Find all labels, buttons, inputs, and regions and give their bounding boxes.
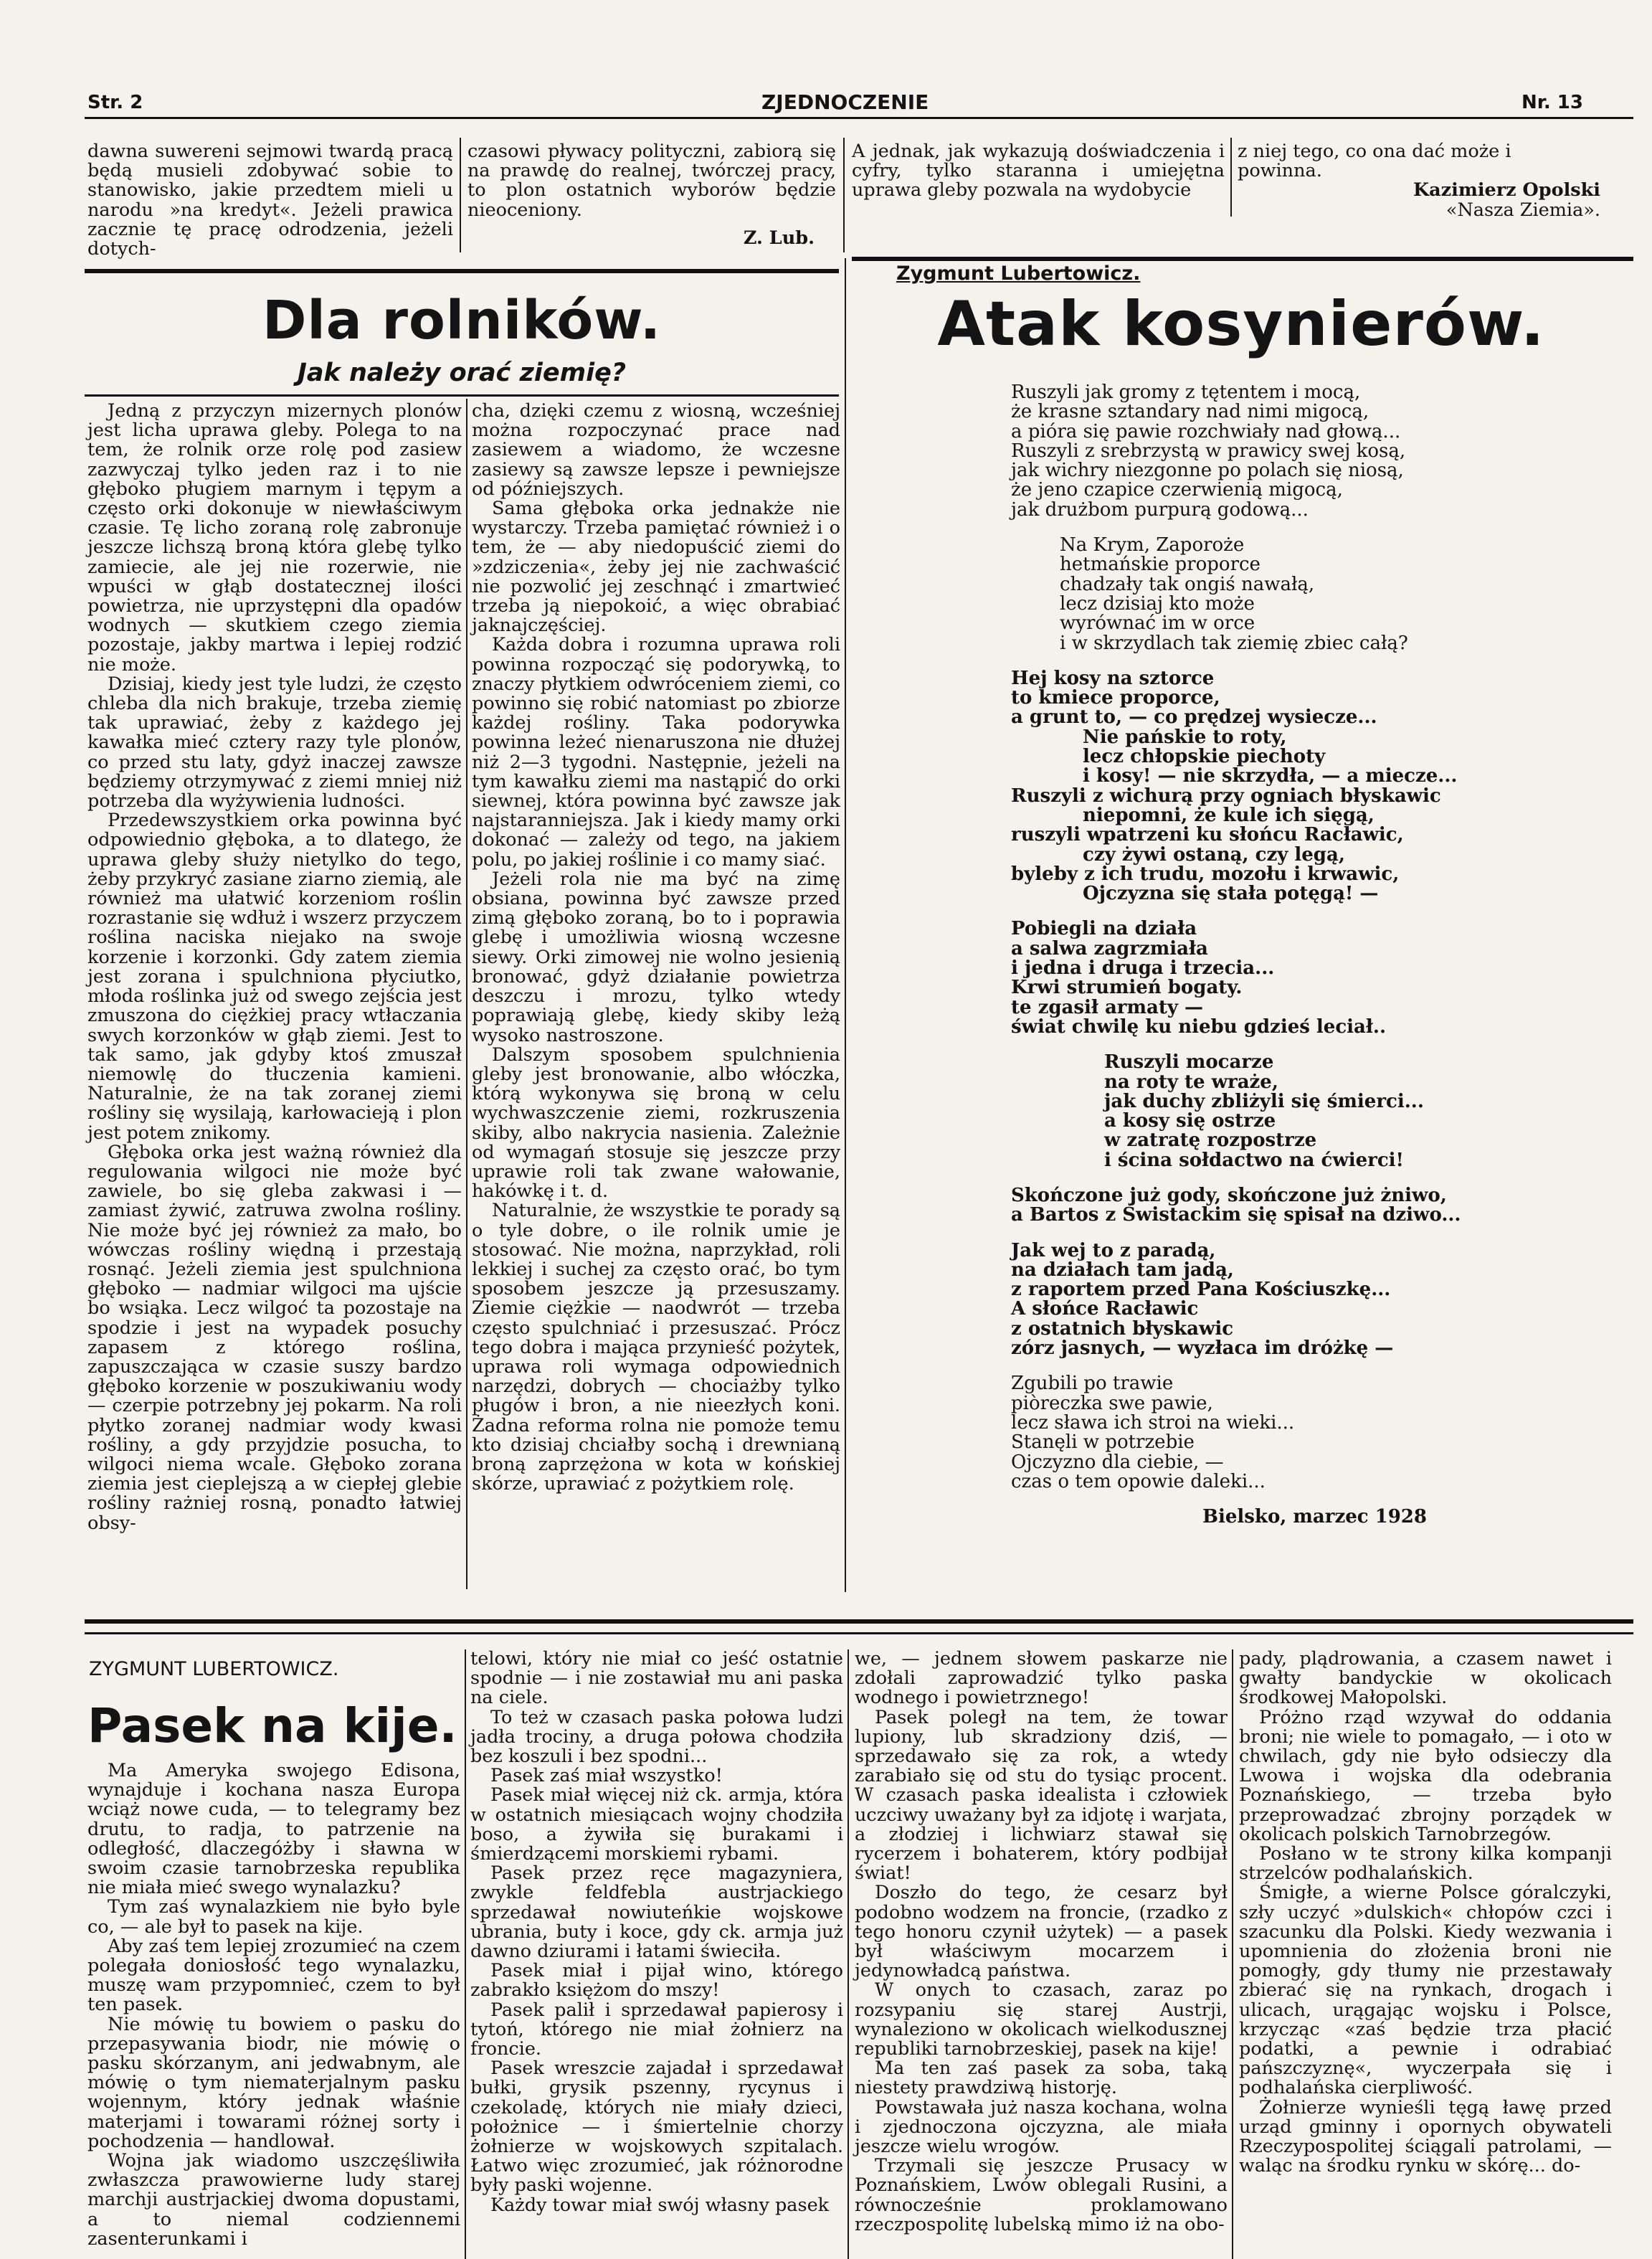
- poem-line: Ojczyzno dla ciebie, —: [1011, 1451, 1224, 1473]
- subtitle-rule: [85, 394, 839, 397]
- column-divider: [848, 1649, 849, 2259]
- paragraph: Ma Ameryka swojego Edisona, wynajduje i kochana nasza Europa wciąż nowe cuda, — to telegramy bez drutu, to radja, to patrzenie na odległość, dlaczegóżby i sławna w swoim czasie tarnobrzeska republika nie miała mieć swego wynalazku?: [87, 1760, 460, 1899]
- poem-line: Ojczyzna się stała potęgą! —: [1083, 883, 1379, 905]
- poem-line: Skończone już gody, skończone już żniwo,: [1011, 1184, 1447, 1206]
- poem-line: A słońce Racławic: [1011, 1298, 1199, 1320]
- paragraph: telowi, który nie miał co jeść ostatnie spodnie — i nie zostawiał mu ani paska na ciele.: [470, 1648, 843, 1709]
- poem-line: Krwi strumień bogaty.: [1011, 977, 1243, 999]
- paragraph: Przedewszystkiem orka powinna być odpowiednio głęboka, a to dlatego, że uprawa gleby służy nietylko do tego, żeby przykryć zasiane ziarno ziemią, ale również ma ułatwić korzeniom roślin rozrastanie się wdłuż i wszerz przyczem roślina naciska niejako na swoje korzenie i korzonki. Gdy zatem ziemia jest zorana i spulchniona płyciutko, młoda roślinka już od swego zejścia jest zmuszona do ciężkiej pracy wtłaczania swych korzonków w głąb ziemi. Jest to tak samo, jak gdyby ktoś zmuszał niemowlę do tłuczenia kamieni. Naturalnie, że na tak zoranej ziemi rośliny się wysilają, karłowacieją i plon jest potem znikomy.: [87, 810, 462, 1144]
- poem-line: lecz dzisiaj kto może: [1060, 592, 1255, 615]
- paragraph: Pasek miał i pijał wino, którego zabrakło księżom do mszy!: [470, 1960, 843, 2002]
- top-col4-signature: Kazimierz Opolski: [1413, 179, 1600, 202]
- top-col4-text: z niej tego, co ona dać może i powinna.: [1238, 141, 1511, 182]
- column-divider: [1230, 138, 1232, 217]
- poem-line: świat chwilę ku niebu gdzieś leciał..: [1011, 1015, 1387, 1038]
- poem-title: Atak kosynierów.: [937, 288, 1545, 360]
- article-title-rolnikow: Dla rolników.: [262, 290, 662, 351]
- top-col4-source: «Nasza Ziemia».: [1446, 199, 1600, 221]
- paragraph: Pasek wreszcie zajadał i sprzedawał bułki, grysik pszenny, rycynus i czekoladę, których nie miały dzieci, położnice — i śmiertelnie chorzy żołnierze w wojskowych szpitalach. Łatwo więc zrozumieć, jak różnorodne były paski wojenne.: [470, 2057, 843, 2197]
- column-divider: [843, 138, 845, 252]
- poem-stanza: [1011, 383, 1556, 520]
- section-rule: [85, 269, 839, 273]
- paragraph: Każda dobra i rozumna uprawa roli powinna rozpocząć się podorywką, to znaczy płytkiem odwróceniem ziemi, co powinno się robić natomiast po zbiorze każdej rośliny. Taka podorywka powinna leżeć nienaruszona nie dłużej niż 2—3 tygodni. Następnie, jeżeli na tym kawałku ziemi ma nastąpić do orki siewnej, która powinna być zawsze jak najstaranniejsza. Jak i kiedy mamy orki dokonać — zależy od tego, na jakiem polu, po jakiej roślinie i co mamy siać.: [472, 634, 840, 871]
- column-divider: [460, 138, 461, 252]
- poem-line: Ruszyli z srebrzystą w prawicy swej kosą,: [1011, 440, 1406, 462]
- poem-line: ruszyli wpatrzeni ku słońcu Racławic,: [1011, 824, 1404, 846]
- poem-line: hetmańskie proporce: [1060, 554, 1261, 576]
- paragraph: Dalszym sposobem spulchnienia gleby jest bronowanie, albo włóczka, którą wykonywa się broną w celu wychwaszczenie ziemi, rozkruszenia skiby, albo nakrycia nasienia. Zależnie od wymagań stosuje się jeszcze przy uprawie roli tak zwane wałowanie, hakówkę i t. d.: [472, 1043, 840, 1203]
- poem-line: byleby z ich trudu, mozołu i krwawic,: [1011, 863, 1400, 885]
- poem-stanza: [1011, 919, 1556, 1037]
- poem-line: te zgasił armaty —: [1011, 996, 1204, 1018]
- paragraph: Próżno rząd wzywał do oddania broni; nie wiele to pomagało, — i oto w chwilach, gdy nie było odsieczy dla Lwowa i wojska dla odebrania Poznańskiego, — trzeba było przeprowadzać zbrojny porządek w okolicach polskich Tarnobrzegów.: [1239, 1706, 1612, 1845]
- column-divider: [466, 399, 467, 1589]
- paragraph: Jeżeli rola nie ma być na zimę obsiana, powinna być zawsze przed zimą głęboko zoraną, bo to i poprawia glebę i umożliwia wiosną wczesne siewy. Orki zimowej nie wolno jesienią bronować, gdyż działanie powietrza deszczu i mrozu, tylko wtedy poprawiają glebę, kiedy skiby leżą wysoko nastroszone.: [472, 868, 840, 1046]
- rolnikow-column-1: [87, 402, 462, 1533]
- poem-author: Zygmunt Lubertowicz.: [896, 262, 1141, 285]
- paragraph: Każdy towar miał swój własny pasek: [490, 2194, 830, 2216]
- top-column-1: [87, 142, 453, 259]
- poem-line: zórz jasnych, — wyzłaca im dróżkę —: [1011, 1337, 1394, 1360]
- paragraph: Aby zaś tem lepiej zrozumieć na czem polegała doniosłość tego wynalazku, muszę wam przypomnieć, czem to był ten pasek.: [87, 1935, 460, 2016]
- poem-line: Ruszyli mocarze: [1104, 1051, 1274, 1074]
- poem-stanza: [1011, 1374, 1556, 1492]
- poem-body: [1011, 383, 1556, 1527]
- paragraph: we, — jednem słowem paskarze nie zdołali zaprowadzić tylko paska wodnego i powietrznego!: [855, 1648, 1228, 1709]
- poem-stanza: [1011, 536, 1556, 653]
- poem-stanza: [1011, 669, 1556, 904]
- poem-line: Jak wej to z paradą,: [1011, 1239, 1216, 1261]
- paragraph: Jedną z przyczyn mizernych plonów jest licha uprawa gleby. Polega to na tem, że rolnik orze rolę pod zasiew zazwyczaj tylko jeden raz i to nie głęboko pługiem marnym i tępym a często orki dokonuje w niewłaściwym czasie. Tę licho zoraną rolę zabronuje jeszcze lichszą broną która glebę tylko zamiecie, ale jej nie rozerwie, nie wpuści w głąb dostatecznej ilości powietrza, nie uprzystępni dla opadów wodnych — skutkiem czego ziemia pozostaje, jakby martwa i lepiej rodzić nie może.: [87, 400, 462, 676]
- poem-line: Ruszyli z wichurą przy ogniach błyskawic: [1011, 785, 1441, 807]
- paragraph: Ma ten zaś pasek za soba, taką niestety prawdziwą historję.: [855, 2057, 1228, 2099]
- pasek-column-2: [470, 1649, 843, 2215]
- poem-line: Stanęli w potrzebie: [1011, 1431, 1195, 1454]
- section-rule: [85, 1632, 1633, 1634]
- paragraph: Powstawała już nasza kochana, wolna i zjednoczona ojczyzna, ale miała jeszcze wielu wrogów.: [855, 2096, 1228, 2158]
- poem-line: a Bartos z Świstackim się spisał na dziwo...: [1011, 1204, 1461, 1226]
- poem-line: Na Krym, Zaporoże: [1060, 534, 1245, 557]
- rolnikow-column-2: [472, 402, 840, 1494]
- poem-line: lecz chłopskie piechoty: [1083, 746, 1326, 768]
- poem-line: na działach tam jadą,: [1011, 1259, 1234, 1281]
- top-col3-text: A jednak, jak wykazują doświadczenia i cyfry, tylko staranna i umiejętna uprawa gleby pozwala na wydobycie: [852, 141, 1225, 202]
- paragraph: Pasek zaś miał wszystko!: [490, 1765, 723, 1787]
- paragraph: Głęboka orka jest ważną również dla regulowania wilgoci nie może być zawiele, bo się gleba zakwasi i — zamiast żywić, zatruwa zwolna rośliny. Nie może być jej również za mało, bo wówczas rośliny więdną i przestają rosnąć. Jeżeli ziemia jest spulchniona głęboko — nadmiar wilgoci ma ujście bo wsiąka. Lecz wilgoć ta pozostaje na spodzie i jest na wypadek posuchy zapasem z którego roślina, zapuszczająca w czasie suszy bardzo głęboko korzenie w poszukiwaniu wody — czerpie potrzebny jej pokarm. Na roli płytko zoranej nadmiar wody kwasi rośliny, a gdy przyjdzie posucha, to wilgoci niema wcale. Głęboko zorana ziemia jest cieplejszą a w ciepłej glebie rośliny rażniej rosną, ponadto łatwiej obsy-: [87, 1141, 462, 1534]
- poem-signature: Bielsko, marzec 1928: [1202, 1506, 1427, 1528]
- paragraph: W onych to czasach, zaraz po rozsypaniu się starej Austrji, wynaleziono w okolicach wielkodusznej republiki tarnobrzeskiej, pasek na kije!: [855, 1979, 1228, 2060]
- poem-stanza: [1011, 1053, 1556, 1170]
- paragraph: Dzisiaj, kiedy jest tyle ludzi, że często chleba dla nich brakuje, trzeba ziemię tak uprawiać, żeby z każdego jej kawałka mieć cztery razy tyle plonów, co przed stu laty, gdyż inaczej zawsze będziemy otrzymywać z ziemi mniej niż potrzeba dla wyżywienia ludności.: [87, 673, 462, 813]
- poem-line: w zatratę rozpostrze: [1104, 1130, 1317, 1152]
- paragraph: Nie mówię tu bowiem o pasku do przepasywania biodr, nie mówię o pasku skórzanym, ani jedwabnym, ale mówię o tym niematerjalnym pasku wojennym, który jednak właśnie materjami i towarami różnej sorty i pochodzenia — handlował.: [87, 2013, 460, 2152]
- article-subtitle-rolnikow: Jak należy orać ziemię?: [297, 359, 627, 387]
- poem-line: jak duchy zbliżyli się śmierci...: [1104, 1090, 1424, 1112]
- poem-line: i kosy! — nie skrzydła, — a miecze...: [1083, 765, 1458, 787]
- paragraph: Pasek miał więcej niż ck. armja, która w ostatnich miesiącach wojny chodziła boso, a żywiła się burakami i śmierdzącemi morskiemi rybami.: [470, 1784, 843, 1865]
- poem-line: chadzały tak ongiś nawałą,: [1060, 573, 1315, 595]
- poem-line: i ścina sołdactwo na ćwierci!: [1104, 1149, 1404, 1171]
- column-divider: [465, 1649, 466, 2259]
- top-column-2: [467, 142, 836, 248]
- poem-line: to kmiece proporce,: [1011, 687, 1220, 709]
- poem-line: Ruszyli jak gromy z tętentem i mocą,: [1011, 382, 1361, 403]
- poem-line: że jeno czapice czerwienią migocą,: [1011, 479, 1343, 501]
- section-divider: [845, 258, 846, 1592]
- top-column-3: [852, 142, 1225, 201]
- paragraph: Pasek palił i sprzedawał papierosy i tytoń, którego nie miał żołnierz na froncie.: [470, 1999, 843, 2060]
- top-column-4: [1238, 142, 1600, 220]
- newspaper-name: ZJEDNOCZENIE: [761, 90, 929, 114]
- page-number: Str. 2: [87, 92, 143, 113]
- poem-line: a pióra się pawie rozchwiały nad głową...: [1011, 420, 1401, 442]
- poem-line: niepomni, że kule ich sięgą,: [1083, 804, 1375, 826]
- article-title-pasek: Pasek na kije.: [87, 1698, 457, 1753]
- top-col2-text: czasowi pływacy polityczni, zabiorą się na prawdę do realnej, twórczej pracy, to plon ostatnich wyborów będzie nieoceniony.: [467, 141, 836, 221]
- poem-stanza: [1011, 1186, 1556, 1226]
- poem-line: na roty te wraże,: [1104, 1071, 1278, 1093]
- poem-line: z ostatnich błyskawic: [1011, 1317, 1234, 1340]
- paragraph: Pasek poległ na tem, że towar lupiony, lub skradziony dziś, — sprzedawało się za rok, a wtedy zarabiało się od stu do tysiąc procent. W czasach paska idealista i człowiek uczciwy uważany był za idjotę i warjata, a złodziej i lichwiarz stawał się rycerzem i bohaterem, który podbijał świat!: [855, 1706, 1228, 1885]
- paragraph: Tym zaś wynalazkiem nie było byle co, — ale był to pasek na kije.: [87, 1896, 460, 1938]
- poem-line: Zgubili po trawie: [1011, 1373, 1174, 1395]
- poem-line: a salwa zagrzmiała: [1011, 937, 1208, 960]
- paragraph: cha, dzięki czemu z wiosną, wcześniej można rozpoczynać prace nad zasiewem a wiadomo, że wczesne zasiewy są zawsze lepsze i pewniejsze od późniejszych.: [472, 400, 840, 500]
- article-author-pasek: ZYGMUNT LUBERTOWICZ.: [89, 1658, 339, 1680]
- poem-line: lecz sława ich stroi na wieki...: [1011, 1411, 1295, 1434]
- poem-line: a kosy się ostrze: [1104, 1110, 1276, 1132]
- paragraph: Śmigłe, a wierne Polsce góralczyki, szły uczyć »dulskich« chłopów czci i szacunku dla Polski. Kiedy wezwania i upomnienia do złożenia broni nie pomogły, gdy tłumy nie przestawały zbierać się na rynkach, drogach i ulicach, urągając wojsku i Polsce, krzycząc «zaś będzie trza płacić podatki, a pewnie i odrabiać pańszczyznę«, wyczerpała się i podhalańska cierpliwość.: [1239, 1882, 1612, 2099]
- poem-line: czas o tem opowie daleki...: [1011, 1470, 1266, 1492]
- top-col1-text: dawna suwereni sejmowi twardą pracą będą musieli zdobywać sobie to stanowisko, jakie przedtem mieli u narodu »na kredyt«. Jeżeli prawica zacznie tę pracę odrodzenia, jeżeli dotych-: [87, 141, 453, 260]
- poem-line: jak drużbom purpurą godową...: [1011, 498, 1309, 521]
- poem-line: Nie pańskie to roty,: [1083, 726, 1287, 748]
- paragraph: To też w czasach paska połowa ludzi jadła trociny, a druga połowa chodziła bez koszuli i bez spodni...: [470, 1706, 843, 1768]
- paragraph: pady, plądrowania, a czasem nawet i gwałty bandyckie w okolicach środkowej Małopolski.: [1239, 1648, 1612, 1709]
- poem-line: czy żywi ostaną, czy legą,: [1083, 843, 1345, 866]
- poem-line: jak wichry niezgonne po polach się niosą,: [1011, 460, 1404, 482]
- poem-line: wyrównać im w orce: [1060, 612, 1255, 635]
- pasek-column-3: [855, 1649, 1228, 2235]
- section-rule: [852, 257, 1633, 261]
- paragraph: Wojna jak wiadomo uszczęśliwiła zwłaszcza prawowierne ludy starej marchji austrjackiej dwoma dopustami, a to niemal codziennemi zasenterunkami i: [87, 2150, 460, 2250]
- top-col2-signature: Z. Lub.: [743, 227, 815, 249]
- section-rule: [85, 1619, 1633, 1624]
- pasek-column-4: [1239, 1649, 1612, 2176]
- poem-line: i jedna i druga i trzecia...: [1011, 957, 1275, 980]
- poem-line: a grunt to, — co prędzej wysiecze...: [1011, 706, 1377, 729]
- poem-line: że krasne sztandary nad nimi migocą,: [1011, 401, 1369, 423]
- paragraph: Pasek przez ręce magazyniera, zwykle feldfebla austrjackiego sprzedawał nowiuteńkie wojskowe ubrania, buty i koce, gdy ck. armja już dawno dziurami i łatami świeciła.: [470, 1862, 843, 1963]
- paragraph: Sama głęboka orka jednakże nie wystarczy. Trzeba pamiętać również i o tem, że — aby niedopuścić ziemi do »zdziczenia«, żeby jej nie zachwaścić nie pozwolić jej zeschnąć i zmartwieć trzeba ją niepokoić, a więc obrabiać jaknajczęściej.: [472, 498, 840, 637]
- paragraph: Naturalnie, że wszystkie te porady są o tyle dobre, o ile rolnik umie je stosować. Nie można, naprzykład, roli lekkiej i suchej za często orać, bo tym sposobem jeszcze ją przesuszamy. Ziemie ciężkie — naodwrót — trzeba często spulchniać i przesuszać. Prócz tego dobra i mająca przynieść pożytek, uprawa roli wymaga odpowiednich narzędzi, dobrych — chociażby tylko pługów i bron, a nie nieezłych koni. Żadna reforma rolna nie pomoże temu kto dzisiaj chciałby sochą i drewnianą broną zaprzężona w kota w końskiej skórze, uprawiać z pożytkiem rolę.: [472, 1200, 840, 1495]
- paragraph: Żołnierze wynieśli tęgą ławę przed urząd gminny i opornych obywateli Rzeczypospolitej ściągali patrolami, — waląc na środku rynku w skórę... do-: [1239, 2096, 1612, 2177]
- poem-line: z raportem przed Pana Kościuszkę...: [1011, 1279, 1391, 1301]
- pasek-column-1: [87, 1761, 460, 2249]
- column-divider: [1232, 1649, 1233, 2259]
- poem-line: Hej kosy na sztorce: [1011, 667, 1215, 689]
- header-rule: [85, 117, 1633, 119]
- paragraph: Doszło do tego, że cesarz był podobno wodzem na froncie, (rzadko z tego honoru czynił użytek) — a pasek był właściwym mocarzem i jedynowładcą państwa.: [855, 1882, 1228, 1982]
- poem-line: piòreczka swe pawie,: [1011, 1392, 1213, 1414]
- poem-stanza: [1011, 1241, 1556, 1359]
- issue-number: Nr. 13: [1522, 92, 1583, 113]
- paragraph: Trzymali się jeszcze Prusacy w Poznańskiem, Lwów oblegali Rusini, a równocześnie proklamowano rzeczpospolitę lubelską mimo iż na obo-: [855, 2155, 1228, 2235]
- poem-line: i w skrzydlach tak ziemię zbiec całą?: [1060, 632, 1408, 654]
- poem-line: Pobiegli na działa: [1011, 918, 1197, 940]
- paragraph: Posłano w te strony kilka kompanji strzelców podhalańskich.: [1239, 1843, 1612, 1885]
